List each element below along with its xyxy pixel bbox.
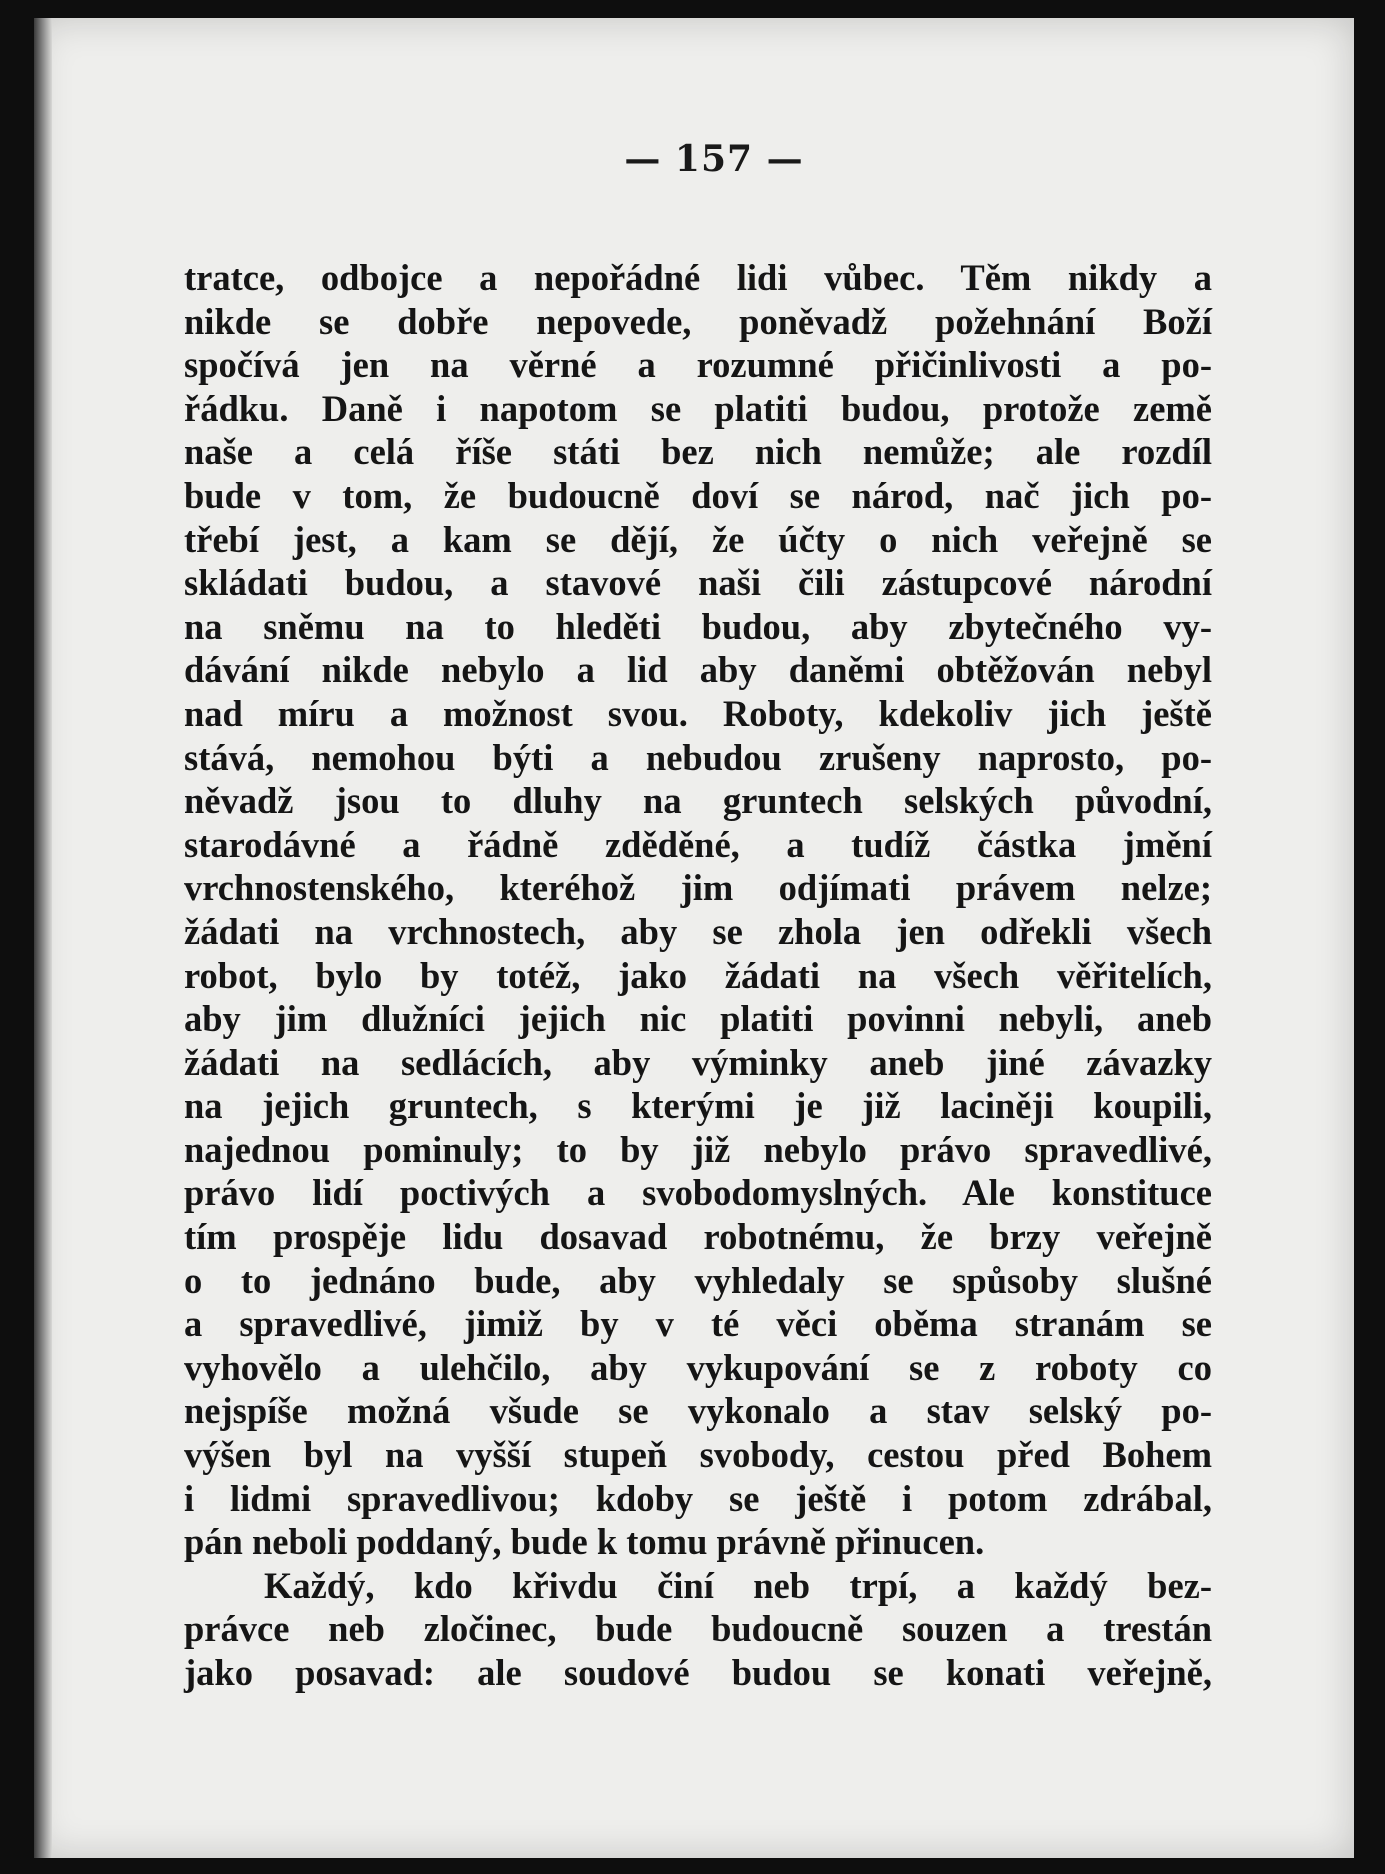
- text-line: tím prospěje lidu dosavad robotnému, že brzy veřejně: [184, 1216, 1212, 1258]
- text-line: stává, nemohou býti a nebudou zrušeny naprosto, po-: [184, 736, 1212, 778]
- text-line: nejspíše možná všude se vykonalo a stav selský po-: [184, 1390, 1212, 1432]
- text-line: něvadž jsou to dluhy na gruntech selských původní,: [184, 780, 1212, 822]
- text-line: naše a celá říše státi bez nich nemůže; ale rozdíl: [184, 431, 1212, 473]
- text-line: vyhovělo a ulehčilo, aby vykupování se z roboty co: [184, 1346, 1212, 1388]
- text-line: na jejich gruntech, s kterými je již laciněji koupili,: [184, 1085, 1212, 1127]
- text-line: právo lidí poctivých a svobodomyslných. Ale konstituce: [184, 1172, 1212, 1214]
- text-line: na sněmu na to hleděti budou, aby zbytečného vy-: [184, 605, 1212, 647]
- text-line: žádati na vrchnostech, aby se zhola jen odřekli všech: [184, 910, 1212, 952]
- text-line: nad míru a možnost svou. Roboty, kdekoliv jich ještě: [184, 692, 1212, 734]
- text-line: aby jim dlužníci jejich nic platiti povinni nebyli, aneb: [184, 998, 1212, 1040]
- text-line: starodávné a řádně zděděné, a tudíž částka jmění: [184, 823, 1212, 865]
- page-number: — 157 —: [624, 138, 804, 180]
- text-line: žádati na sedlácích, aby výminky aneb jiné závazky: [184, 1041, 1212, 1083]
- text-line: jako posavad: ale soudové budou se konati veřejně,: [184, 1652, 1212, 1693]
- text-line: bude v tom, že budoucně doví se národ, nač jich po-: [184, 474, 1212, 516]
- text-line: právce neb zločinec, bude budoucně souzen a trestán: [184, 1608, 1212, 1650]
- text-line: spočívá jen na věrné a rozumné přičinlivosti a po-: [184, 344, 1212, 386]
- text-line: o to jednáno bude, aby vyhledaly se spůsoby slušné: [184, 1259, 1212, 1301]
- text-line: řádku. Daně i napotom se platiti budou, protože země: [184, 387, 1212, 429]
- page-binding-edge: [34, 18, 52, 1858]
- text-line: tratce, odbojce a nepořádné lidi vůbec. Těm nikdy a: [184, 257, 1212, 298]
- text-line: najednou pominuly; to by již nebylo právo spravedlivé,: [184, 1128, 1212, 1170]
- text-line: výšen byl na vyšší stupeň svobody, cestou před Bohem: [184, 1434, 1212, 1476]
- text-line: Každý, kdo křivdu činí neb trpí, a každý bez-: [264, 1564, 1212, 1606]
- text-line: robot, bylo by totéž, jako žádati na všech věřitelích,: [184, 954, 1212, 996]
- text-line: skládati budou, a stavové naši čili zástupcové národní: [184, 562, 1212, 604]
- text-line: vrchnostenského, kteréhož jim odjímati právem nelze;: [184, 867, 1212, 909]
- book-page: [34, 18, 1354, 1858]
- text-line: pán neboli poddaný, bude k tomu právně přinucen.: [184, 1521, 985, 1563]
- text-line: třebí jest, a kam se dějí, že účty o nich veřejně se: [184, 518, 1212, 560]
- text-line: dávání nikde nebylo a lid aby daněmi obtěžován nebyl: [184, 649, 1212, 691]
- text-line: nikde se dobře nepovede, poněvadž požehnání Boží: [184, 300, 1212, 342]
- text-line: a spravedlivé, jimiž by v té věci oběma stranám se: [184, 1303, 1212, 1345]
- text-line: i lidmi spravedlivou; kdoby se ještě i potom zdrábal,: [184, 1477, 1212, 1519]
- body-text: [184, 256, 1212, 1695]
